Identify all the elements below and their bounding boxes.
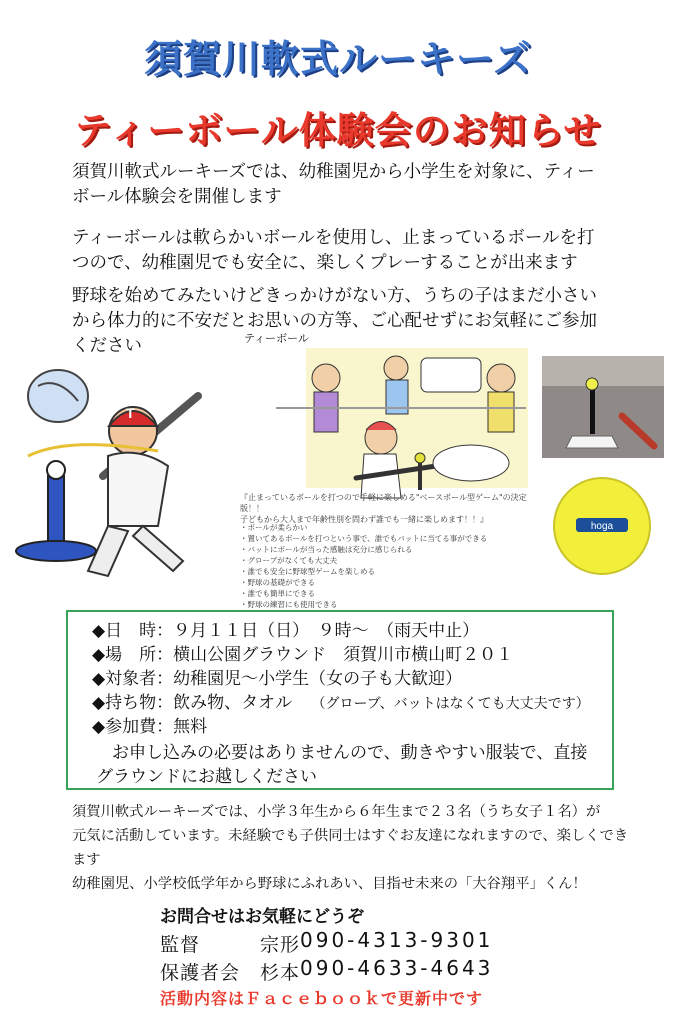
event-date: ◆日 時：９月１１日（日） ９時～ （雨天中止） (92, 621, 480, 641)
contact-phone-2: 090-4633-4643 (300, 956, 494, 980)
list-item: ・誰でも安全に野球型ゲームを楽しめる (240, 567, 375, 576)
event-target: ◆対象者：幼稚園児～小学生（女の子も大歓迎） (92, 669, 463, 689)
intro-paragraph-2 (72, 226, 632, 276)
intro-line: から体力的に不安だとお思いの方等、ご心配せずにお気軽にご参加 (72, 311, 597, 331)
teeball-description (240, 492, 540, 525)
list-item: ・ボールが柔らかい (240, 523, 308, 532)
contact-role-1: 監督 宗形 (160, 934, 301, 956)
team-description (72, 800, 632, 896)
svg-text:T: T (126, 405, 135, 421)
list-item: ・置いてあるボールを打つという事で、誰でもバットに当てる事ができる (240, 534, 488, 543)
event-note-2: グラウンドにお越しください (96, 767, 317, 787)
contact-heading: お問合せはお気軽にどうぞ (160, 907, 364, 927)
event-fee: ◆参加費：無料 (92, 717, 208, 737)
list-item: ・誰でも簡単にできる (240, 589, 315, 598)
intro-line: ください (72, 336, 142, 356)
page-title: 須賀川軟式ルーキーズ (143, 37, 533, 81)
intro-line: ボール体験会を開催します (72, 187, 282, 207)
team-line: 元気に活動しています。未経験でも子供同士はすぐお友達になれますので、楽しくできます (72, 828, 629, 868)
intro-line: 野球を始めてみたいけどきっかけがない方、うちの子はまだ小さい (72, 286, 597, 306)
yellow-ball-photo (542, 464, 664, 592)
intro-paragraph-1 (72, 160, 632, 210)
contact-role-2: 保護者会 杉本 (160, 962, 301, 984)
page-subtitle: ティーボール体験会のお知らせ (74, 109, 602, 152)
facebook-notice: 活動内容はＦａｃｅｂｏｏｋで更新中です (160, 989, 484, 1008)
batter-illustration (8, 356, 238, 596)
ball-brand-label: hoga (590, 521, 614, 532)
event-note-1: お申し込みの必要はありませんので、動きやすい服装で、直接 (112, 743, 588, 763)
team-line: 幼稚園児、小学校低学年から野球にふれあい、目指せ未来の「大谷翔平」くん！ (72, 876, 587, 892)
description-line: 『止まっているボールを打つので手軽に楽しめる"ベースボール型ゲーム"の決定版！！ (240, 493, 527, 513)
intro-line: つので、幼稚園児でも安全に、楽しくプレーすることが出来ます (72, 253, 578, 273)
team-line: 須賀川軟式ルーキーズでは、小学３年生から６年生まで２３名（うち女子１名）が (72, 804, 601, 820)
intro-line: 須賀川軟式ルーキーズでは、幼稚園児から小学生を対象に、ティー (72, 162, 595, 182)
description-line: 子どもから大人まで年齢性別を問わず誰でも一緒に楽しめます！！』 (240, 515, 488, 524)
contact-phone-1: 090-4313-9301 (300, 928, 494, 952)
list-item: ・野球の練習にも使用できる (240, 600, 338, 609)
list-item: ・野球の基礎ができる (240, 578, 315, 587)
list-item: ・グローブがなくても大丈夫 (240, 556, 338, 565)
event-bring (92, 692, 590, 715)
event-place: ◆場 所：横山公園グラウンド 須賀川市横山町２０１ (92, 645, 514, 665)
teeball-features-list (240, 522, 487, 610)
teeball-caption: ティーボール (244, 332, 309, 345)
tee-stand-photo (542, 356, 664, 458)
bring-note: （グローブ、バットはなくても大丈夫です） (311, 696, 590, 712)
bring-main: ◆持ち物：飲み物、タオル (92, 693, 293, 713)
intro-line: ティーボールは軟らかいボールを使用し、止まっているボールを打 (72, 228, 595, 248)
list-item: ・バットにボールが当った感触は充分に感じられる (240, 545, 413, 554)
